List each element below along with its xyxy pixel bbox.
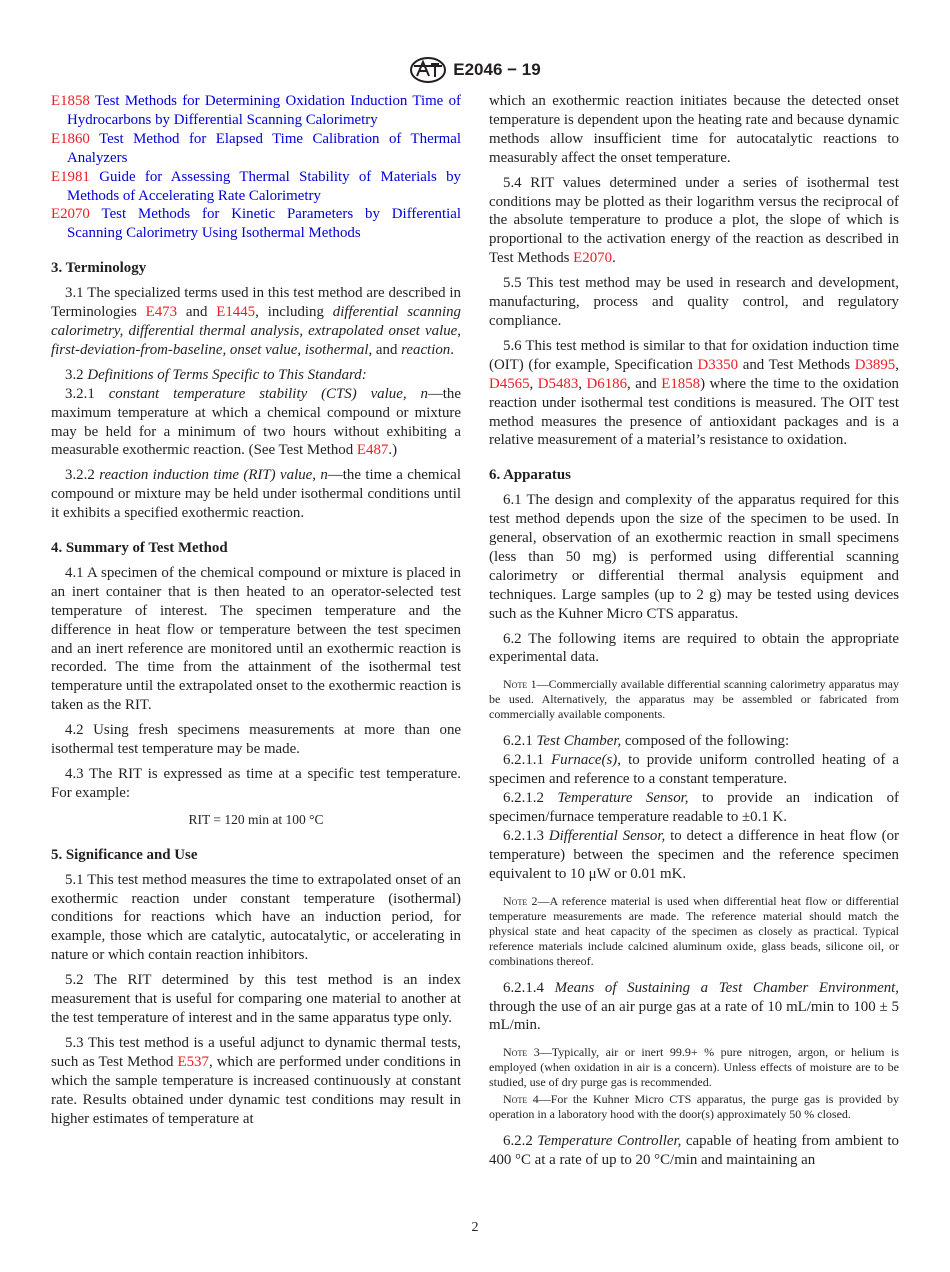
ref-title-link[interactable]: Test Method for Elapsed Time Calibration of Thermal Analyzers bbox=[67, 130, 461, 166]
section-heading: 4. Summary of Test Method bbox=[51, 540, 228, 557]
reference-item bbox=[51, 92, 461, 130]
section-heading: 3. Terminology bbox=[51, 260, 147, 277]
ref-code-link[interactable]: E1981 bbox=[51, 168, 90, 185]
paragraph-4-1: 4.1 A specimen of the chemical compound or mixture is placed in an inert container that is then heated to an operator-selected test temperature of interest. The specimen temperature and the difference in heat flow or temperature between the test specimen and an inert reference are monitored until an exothermic reaction is recorded. The time from the attainment of the isothermal test temperature until the extrapolated onset to the exothermic reaction is taken as the RIT. bbox=[51, 564, 461, 714]
reference-item bbox=[51, 205, 461, 243]
link-e2070[interactable]: E2070 bbox=[573, 250, 613, 267]
paragraph-5-3-continued: which an exothermic reaction initiates because the detected onset temperature is dependent upon the heating rate and because dynamic methods allow insufficient time for autocatalytic reactions to measurably affect the onset temperature. bbox=[489, 93, 899, 166]
ref-title-link[interactable]: Test Methods for Kinetic Parameters by Differential Scanning Calorimetry Using Isothermal Methods bbox=[67, 206, 461, 242]
note-1: Note 1—Commercially available differential scanning calorimetry apparatus may be used. Alternatively, the apparatus may be assembled or fabricated from commercially available components. bbox=[489, 677, 899, 722]
page-header bbox=[0, 56, 950, 89]
paragraph-5-3: 5.3 This test method is a useful adjunct to dynamic thermal tests, such as Test Method E537, which are performed under conditions in which the sample temperature is increased continuously at constant rate. Results obtained under dynamic test conditions may result in higher estimates of temperature at bbox=[51, 1034, 461, 1127]
paragraph-4-3: 4.3 The RIT is expressed as time at a specific test temperature. For example: bbox=[51, 766, 461, 801]
link-e1858[interactable]: E1858 bbox=[661, 375, 701, 392]
paragraph-3-2: 3.2 Definitions of Terms Specific to This Standard: bbox=[65, 366, 367, 383]
left-column bbox=[51, 92, 461, 1128]
note-4: Note 4—For the Kuhner Micro CTS apparatus, the purge gas is provided by operation in a laboratory hood with the door(s) approximately 50 % closed. bbox=[489, 1092, 899, 1122]
paragraph-6-2: 6.2 The following items are required to obtain the appropriate experimental data. bbox=[489, 630, 899, 666]
page-number: 2 bbox=[471, 1220, 479, 1235]
reference-item bbox=[51, 168, 461, 206]
note-2: Note 2—A reference material is used when differential heat flow or differential temperature measurements are made. The reference material should match the physical state and heat capacity of the specimen as closely as practical. Typical reference materials include calcined aluminum oxide, glass beads, silicone oil, or combinations thereof. bbox=[489, 893, 899, 968]
link-e1445[interactable]: E1445 bbox=[216, 304, 256, 321]
astm-logo-icon bbox=[409, 56, 447, 84]
paragraph-6-2-1-2: 6.2.1.2 Temperature Sensor, to provide an indication of specimen/furnace temperature readable to ±0.1 K. bbox=[489, 790, 899, 825]
paragraph-6-2-1-3: 6.2.1.3 Differential Sensor, to detect a difference in heat flow (or temperature) between the specimen and the reference specimen equivalent to 10 μW or 0.01 mK. bbox=[489, 827, 900, 882]
ref-code-link[interactable]: E1858 bbox=[51, 93, 90, 109]
ref-title-link[interactable]: Test Methods for Determining Oxidation Induction Time of Hydrocarbons by Differential Scanning Calorimetry bbox=[67, 93, 461, 128]
link-d4565[interactable]: D4565 bbox=[489, 375, 530, 392]
link-d5483[interactable]: D5483 bbox=[537, 375, 579, 392]
paragraph-3-2-1: 3.2.1 constant temperature stability (CTS) value, n—the maximum temperature at which a chemical compound or mixture may be held for a minimum of two hours without exhibiting a measurable exothermic reaction. (See Test Method E487.) bbox=[51, 385, 461, 459]
section-heading: 5. Significance and Use bbox=[51, 846, 198, 863]
link-e537[interactable]: E537 bbox=[177, 1053, 209, 1070]
section-heading: 6. Apparatus bbox=[489, 467, 571, 484]
paragraph-5-4: 5.4 RIT values determined under a series of isothermal test conditions may be plotted as their logarithm versus the reciprocal of the absolute temperature to produce a plot, the slope of which is proportional to the activation energy of the reaction as described in Test Methods E2070. bbox=[489, 174, 899, 267]
paragraph-5-6: 5.6 This test method is similar to that for oxidation induction time (OIT) (for example, Specification D3350 and Test Methods D3895, D4565, D5483, D6186, and E1858) where the time to the oxidation reaction under isothermal test conditions is measured. The OIT test method measures the presence of antioxidant packages and is a relative measurement of a material’s resistance to oxidation. bbox=[489, 337, 899, 449]
paragraph-5-1: 5.1 This test method measures the time to extrapolated onset of an exothermic reaction under constant temperature (isothermal) conditions for reactions which have an induction period, for example, those which are catalytic, autocatalytic, or accelerating in nature or which contain reaction inhibitors. bbox=[51, 871, 461, 964]
paragraph-5-2: 5.2 The RIT determined by this test method is an index measurement that is useful for comparing one material to another at the test temperature of interest and in the same apparatus type only. bbox=[51, 972, 461, 1026]
paragraph-3-1: 3.1 The specialized terms used in this test method are described in Terminologies E473 and E1445, including differential scanning calorimetry, differential thermal analysis, extrapolated onset value, first-deviation-from-baseline, onset value, isothermal, and reaction. bbox=[51, 285, 461, 358]
paragraph-5-5: 5.5 This test method may be used in research and development, manufacturing, process and quality control, and regulatory compliance. bbox=[489, 275, 899, 329]
standard-code: E2046 − 19 bbox=[453, 60, 541, 79]
paragraph-6-2-1-1: 6.2.1.1 Furnace(s), to provide uniform controlled heating of a specimen and reference to a constant temperature. bbox=[489, 752, 899, 788]
ref-title-link[interactable]: Guide for Assessing Thermal Stability of Materials by Methods of Accelerating Rate Calorimetry bbox=[67, 168, 461, 204]
paragraph-4-2: 4.2 Using fresh specimens measurements at more than one isothermal test temperature may be made. bbox=[51, 722, 461, 758]
link-d3350[interactable]: D3350 bbox=[697, 356, 739, 373]
paragraph-6-2-2: 6.2.2 Temperature Controller, capable of heating from ambient to 400 °C at a rate of up to 20 °C/min and maintaining an bbox=[489, 1133, 899, 1169]
paragraph-6-2-1: 6.2.1 Test Chamber, composed of the following: bbox=[503, 733, 790, 750]
ref-code-link[interactable]: E2070 bbox=[51, 206, 90, 223]
link-e487[interactable]: E487 bbox=[356, 442, 389, 459]
equation: RIT = 120 min at 100 °C bbox=[188, 811, 324, 827]
note-3: Note 3—Typically, air or inert 99.9+ % pure nitrogen, argon, or helium is employed (when oxidation in air is a concern). Unless effects of moisture are to be studied, use of dry purge gas is recommended. bbox=[489, 1045, 899, 1090]
paragraph-6-2-1-4: 6.2.1.4 Means of Sustaining a Test Chamber Environment, through the use of an air purge gas at a rate of 10 mL/min to 100 ± 5 mL/min. bbox=[489, 979, 899, 1034]
reference-item bbox=[51, 130, 461, 168]
ref-code-link[interactable]: E1860 bbox=[51, 130, 90, 147]
paragraph-3-2-2: 3.2.2 reaction induction time (RIT) value, n—the time a chemical compound or mixture may be held under isothermal conditions until it exhibits a specified exothermic reaction. bbox=[51, 467, 461, 522]
link-d6186[interactable]: D6186 bbox=[586, 375, 628, 392]
link-d3895[interactable]: D3895 bbox=[854, 356, 896, 373]
paragraph-6-1: 6.1 The design and complexity of the apparatus required for this test method depends upon the size of the specimen to be used. In general, observation of an exothermic reaction in small specimens (less than 50 mg) is performed using differential scanning calorimetry or differential thermal analysis equipment and techniques. Large samples (up to 2 g) may be tested using devices such as the Kuhner Micro CTS apparatus. bbox=[489, 492, 899, 622]
right-column bbox=[489, 92, 899, 1176]
link-e473[interactable]: E473 bbox=[145, 304, 178, 321]
